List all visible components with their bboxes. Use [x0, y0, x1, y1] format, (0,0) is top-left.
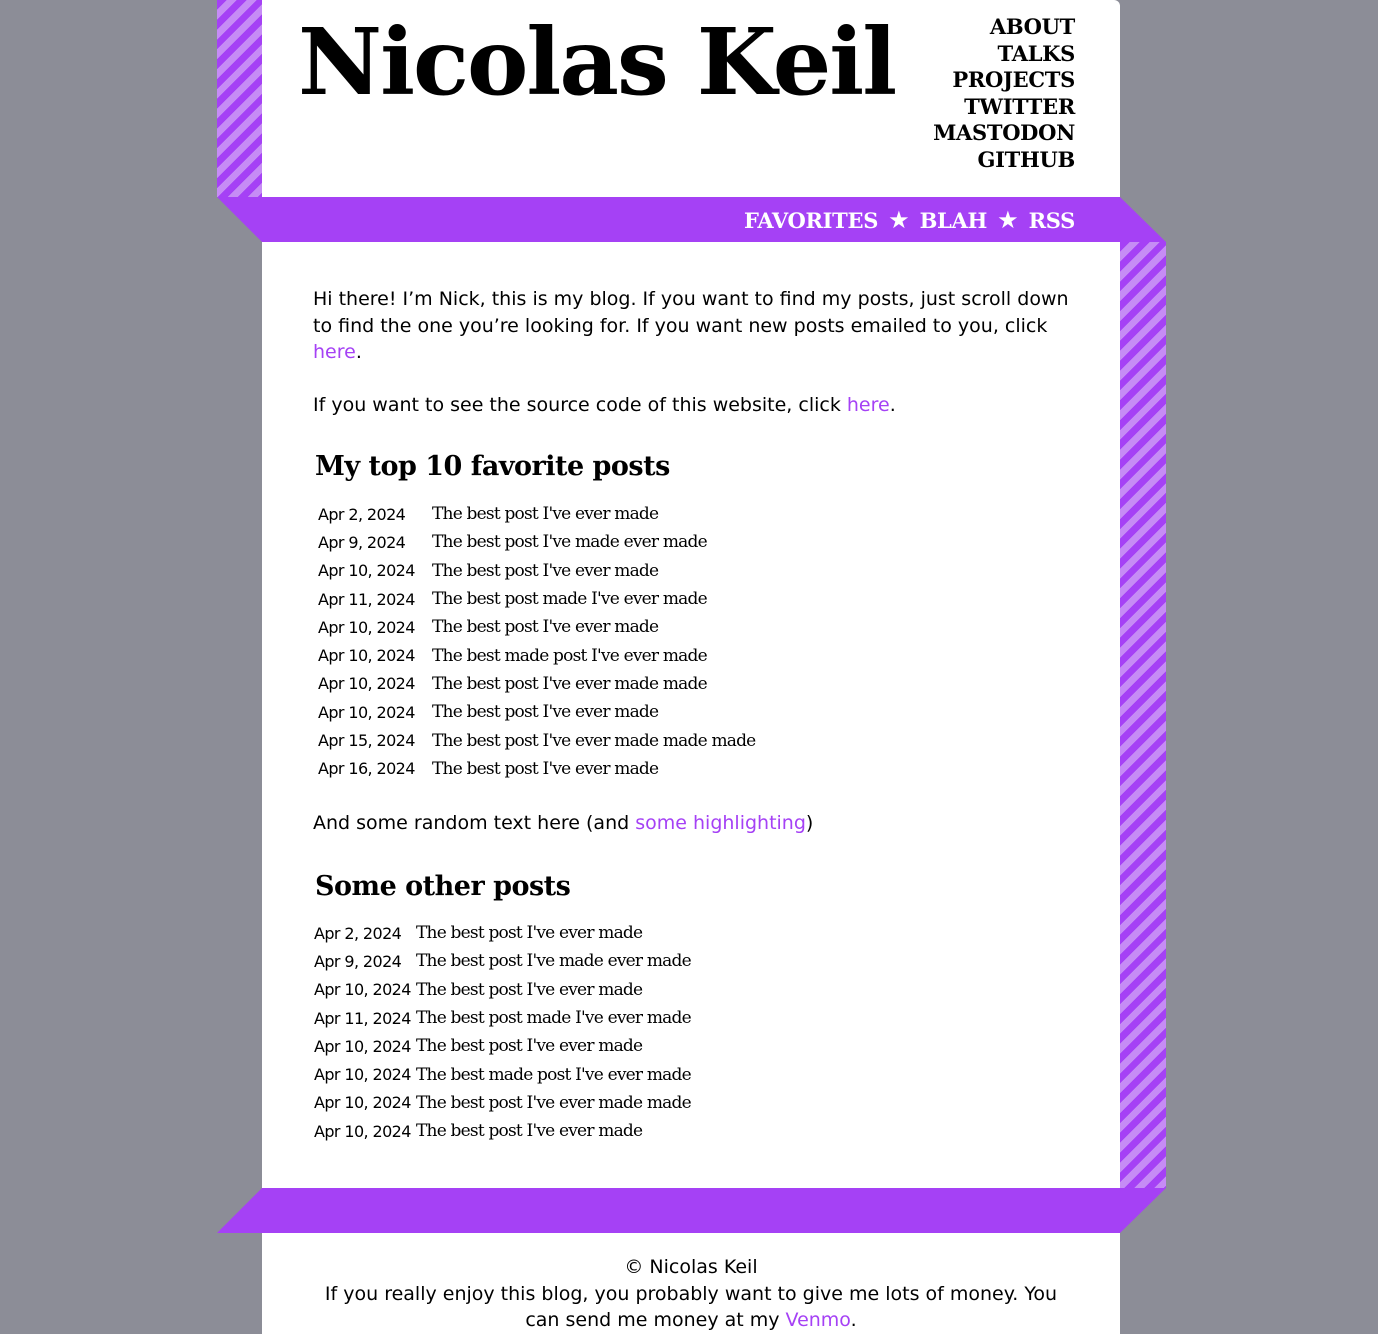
copyright: © Nicolas Keil [624, 1256, 758, 1278]
subnav-blah[interactable]: BLAH [919, 207, 988, 233]
post-date: Apr 15, 2024 [318, 731, 415, 751]
list-item [314, 947, 691, 975]
post-date: Apr 10, 2024 [318, 674, 415, 694]
post-link[interactable]: The best post I've made ever made [416, 951, 691, 972]
post-link[interactable]: The best post I've made ever made [432, 532, 707, 553]
post-date: Apr 16, 2024 [318, 759, 415, 779]
post-link[interactable]: The best post I've ever made [432, 560, 659, 581]
nav-github[interactable]: GITHUB [977, 146, 1075, 172]
nav-talks[interactable]: TALKS [997, 40, 1075, 66]
list-item [314, 1117, 691, 1145]
subscribe-link[interactable]: here [313, 341, 356, 363]
subnav-favorites[interactable]: FAVORITES [744, 207, 879, 233]
post-link[interactable]: The best post I've ever made [416, 1121, 643, 1142]
intro-paragraph: Hi there! I’m Nick, this is my blog. If you want to find my posts, just scroll down to find the one you’re looking for. If you want new posts emailed to you, click here. [313, 288, 1069, 363]
list-item [318, 585, 755, 613]
post-date: Apr 10, 2024 [318, 617, 415, 637]
list-item [314, 1060, 691, 1088]
nav-about[interactable]: ABOUT [989, 14, 1075, 39]
post-link[interactable]: The best made post I've ever made [432, 645, 707, 666]
top-nav [933, 14, 1075, 173]
post-date: Apr 10, 2024 [314, 1065, 411, 1085]
source-code-link[interactable]: here [846, 394, 890, 416]
post-date: Apr 11, 2024 [314, 1008, 411, 1028]
post-date: Apr 10, 2024 [318, 561, 415, 581]
post-link[interactable]: The best made post I've ever made [416, 1064, 691, 1085]
post-link[interactable]: The best post I've ever made [432, 758, 659, 779]
post-link[interactable]: The best post I've ever made [432, 702, 659, 723]
post-date: Apr 10, 2024 [314, 1036, 411, 1056]
post-link[interactable]: The best post I've ever made made made [432, 730, 756, 751]
list-item [314, 1032, 691, 1060]
nav-projects[interactable]: PROJECTS [952, 67, 1075, 92]
list-item [318, 641, 755, 669]
subnav-rss[interactable]: RSS [1028, 207, 1075, 233]
post-date: Apr 9, 2024 [314, 951, 402, 971]
post-link[interactable]: The best post I've ever made [432, 617, 659, 638]
sub-nav [744, 203, 1075, 237]
footer [262, 1254, 1120, 1334]
post-date: Apr 10, 2024 [314, 1093, 411, 1113]
post-link[interactable]: The best post I've ever made [416, 1036, 643, 1057]
post-link[interactable]: The best post I've ever made made [432, 673, 707, 694]
post-link[interactable]: The best post I've ever made made [416, 1092, 691, 1113]
bottom-band [217, 1188, 1166, 1233]
list-item [318, 670, 755, 698]
header-stripe-decoration [217, 0, 262, 197]
post-date: Apr 10, 2024 [314, 980, 411, 1000]
post-date: Apr 10, 2024 [314, 1121, 411, 1141]
list-item [314, 1089, 691, 1117]
star-separator-icon: ★ [997, 206, 1019, 234]
nav-twitter[interactable]: TWITTER [964, 93, 1075, 119]
post-date: Apr 10, 2024 [318, 646, 415, 666]
highlight-link[interactable]: some highlighting [635, 812, 806, 834]
random-text-paragraph: And some random text here (and some highlighting) [313, 812, 814, 834]
list-item [314, 919, 691, 947]
post-link[interactable]: The best post made I've ever made [416, 1008, 691, 1029]
list-item [318, 698, 755, 726]
post-date: Apr 2, 2024 [318, 504, 406, 524]
post-link[interactable]: The best post made I've ever made [432, 589, 707, 610]
list-item [318, 726, 755, 754]
star-separator-icon: ★ [888, 206, 910, 234]
list-item [318, 557, 755, 585]
footer-donation-text: If you really enjoy this blog, you probably want to give me lots of money. You can send me money at my Venmo. [324, 1282, 1058, 1331]
list-item [318, 755, 755, 783]
post-date: Apr 10, 2024 [318, 702, 415, 722]
site-title[interactable]: Nicolas Keil [298, 8, 896, 116]
post-link[interactable]: The best post I've ever made [432, 504, 659, 525]
list-item [318, 500, 755, 528]
nav-mastodon[interactable]: MASTODON [933, 120, 1075, 145]
post-link[interactable]: The best post I've ever made [416, 979, 643, 1000]
favorites-list [318, 500, 755, 783]
post-date: Apr 9, 2024 [318, 532, 406, 552]
other-posts-list [314, 919, 691, 1145]
list-item [318, 528, 755, 556]
source-code-paragraph: If you want to see the source code of this website, click here. [313, 394, 896, 416]
post-link[interactable]: The best post I've ever made [416, 923, 643, 944]
other-posts-heading: Some other posts [315, 871, 571, 902]
post-date: Apr 2, 2024 [314, 923, 402, 943]
list-item [314, 976, 691, 1004]
main-stripe-decoration [1120, 242, 1166, 1188]
venmo-link[interactable]: Venmo [785, 1309, 851, 1331]
list-item [314, 1004, 691, 1032]
list-item [318, 613, 755, 641]
favorites-heading: My top 10 favorite posts [315, 451, 670, 482]
post-date: Apr 11, 2024 [318, 589, 415, 609]
